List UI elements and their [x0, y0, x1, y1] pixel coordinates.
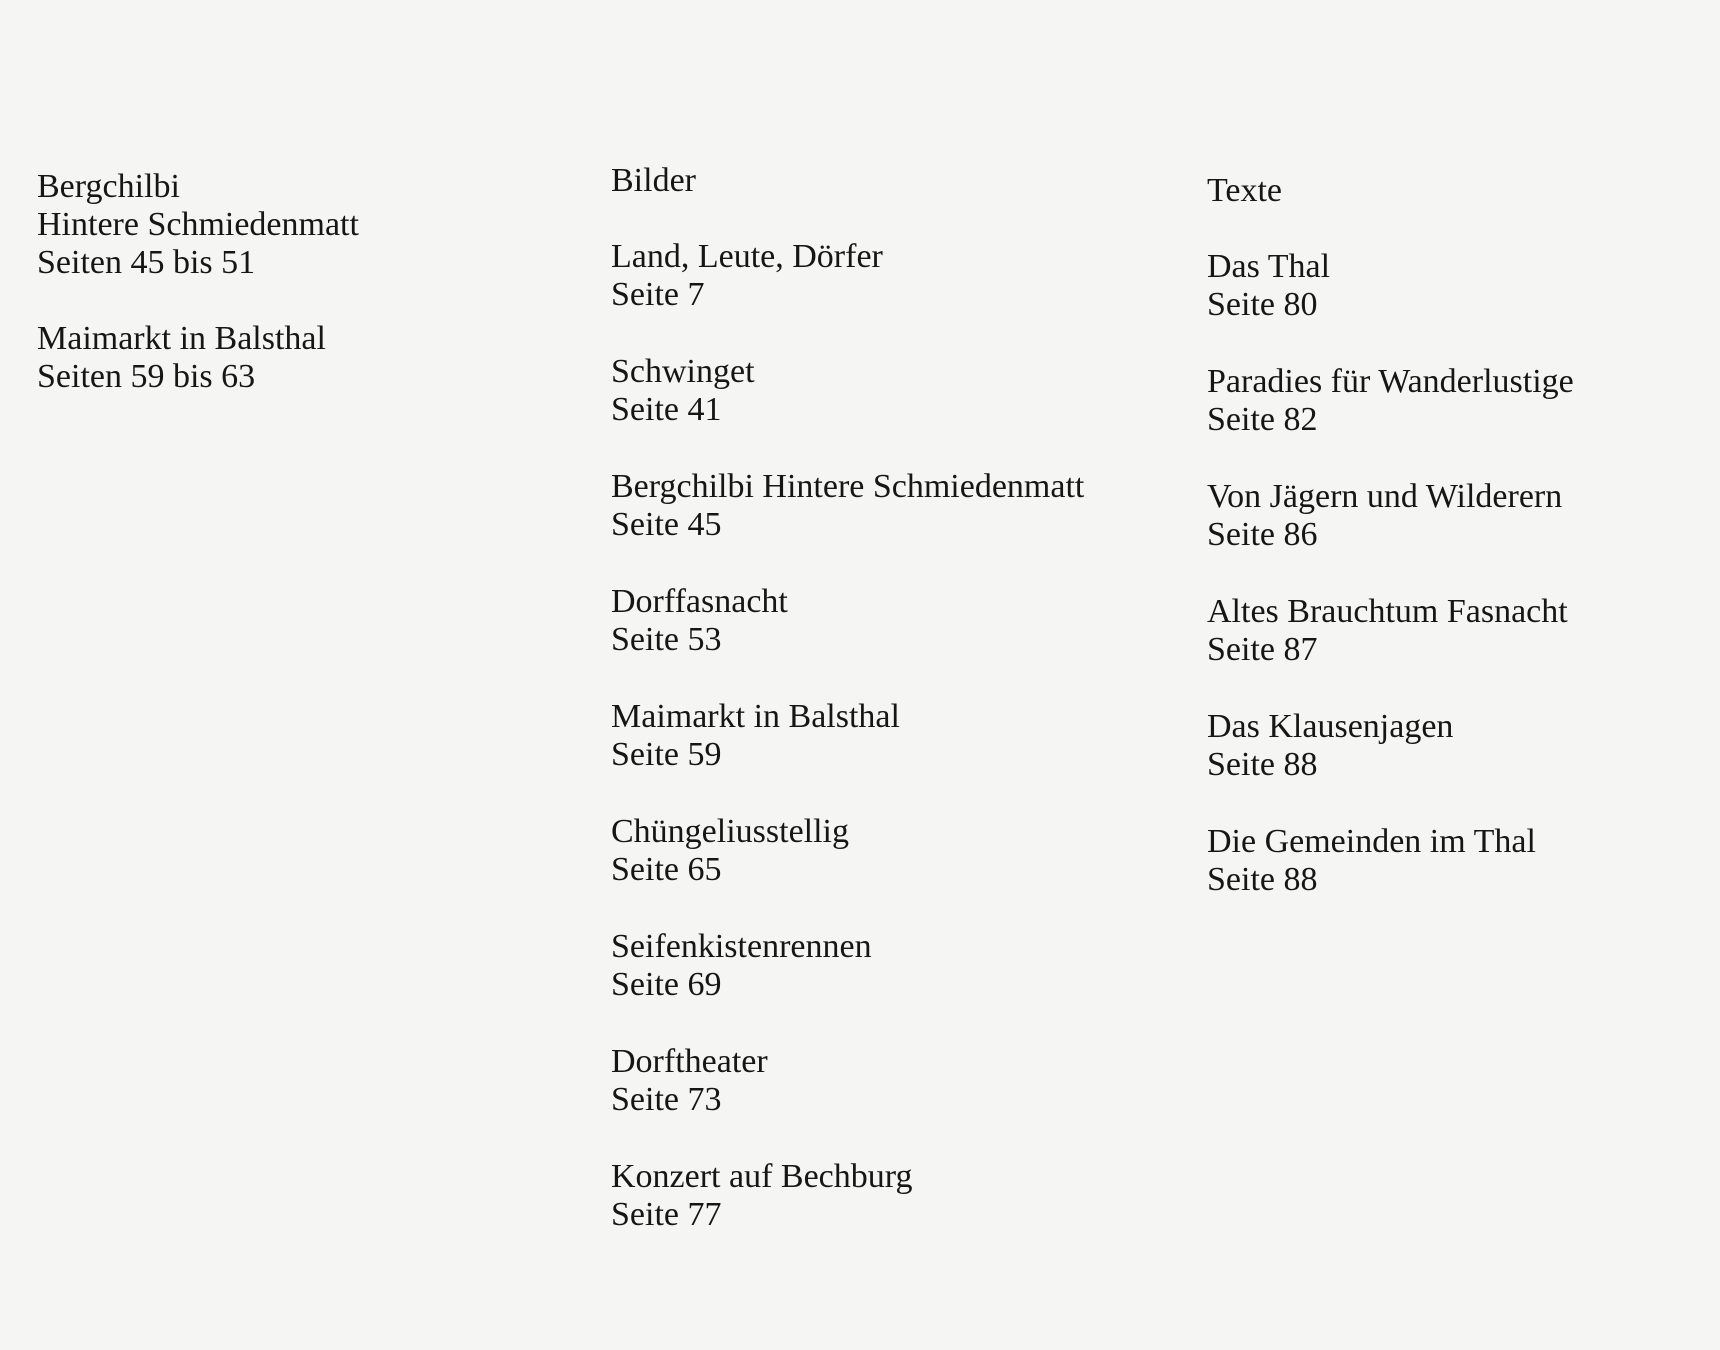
bilder-entry	[611, 813, 1211, 889]
entry-title: Bergchilbi Hintere Schmiedenmatt	[611, 468, 1085, 505]
entry-title: Seifenkistenrennen	[611, 928, 872, 965]
entry-page: Seite 69	[611, 966, 722, 1003]
entry-page: Seite 45	[611, 506, 722, 543]
texte-entry	[1207, 478, 1707, 554]
bilder-heading: Bilder	[611, 162, 696, 199]
bilder-entry	[611, 583, 1211, 659]
bilder-entry	[611, 238, 1211, 314]
entry-title: Dorftheater	[611, 1043, 768, 1080]
entry-title: Paradies für Wanderlustige	[1207, 363, 1574, 400]
entry-title: Das Thal	[1207, 248, 1331, 285]
bilder-entry	[611, 1043, 1211, 1119]
left-entry	[37, 168, 557, 282]
bilder-entry	[611, 1158, 1211, 1234]
entry-title: Das Klausenjagen	[1207, 708, 1454, 745]
entry-title: Konzert auf Bechburg	[611, 1158, 913, 1195]
texte-column	[1207, 172, 1707, 938]
entry-line: Bergchilbi	[37, 168, 180, 205]
texte-entry	[1207, 593, 1707, 669]
entry-pages: Seiten 45 bis 51	[37, 244, 256, 281]
entry-page: Seite 88	[1207, 861, 1318, 898]
entry-title: Altes Brauchtum Fasnacht	[1207, 593, 1568, 630]
left-entry	[37, 320, 557, 396]
entry-title: Land, Leute, Dörfer	[611, 238, 883, 275]
entry-page: Seite 86	[1207, 516, 1318, 553]
entry-page: Seite 87	[1207, 631, 1318, 668]
entry-title: Schwinget	[611, 353, 755, 390]
texte-entry	[1207, 708, 1707, 784]
entry-line: Maimarkt in Balsthal	[37, 320, 326, 357]
entry-title: Die Gemeinden im Thal	[1207, 823, 1536, 860]
entry-page: Seite 88	[1207, 746, 1318, 783]
bilder-entry	[611, 468, 1211, 544]
bilder-entry	[611, 928, 1211, 1004]
entry-title: Von Jägern und Wilderern	[1207, 478, 1563, 515]
entry-title: Maimarkt in Balsthal	[611, 698, 900, 735]
entry-page: Seite 59	[611, 736, 722, 773]
entry-pages: Seiten 59 bis 63	[37, 358, 256, 395]
texte-entry	[1207, 823, 1707, 899]
entry-title: Dorffasnacht	[611, 583, 788, 620]
entry-line: Hintere Schmiedenmatt	[37, 206, 359, 243]
bilder-entry	[611, 353, 1211, 429]
bilder-entry	[611, 698, 1211, 774]
texte-heading: Texte	[1207, 172, 1283, 209]
entry-page: Seite 73	[611, 1081, 722, 1118]
entry-page: Seite 80	[1207, 286, 1318, 323]
entry-page: Seite 82	[1207, 401, 1318, 438]
entry-page: Seite 65	[611, 851, 722, 888]
entry-page: Seite 53	[611, 621, 722, 658]
left-column	[37, 168, 557, 434]
texte-entry	[1207, 248, 1707, 324]
entry-page: Seite 77	[611, 1196, 722, 1233]
entry-page: Seite 7	[611, 276, 705, 313]
texte-entry	[1207, 363, 1707, 439]
entry-page: Seite 41	[611, 391, 722, 428]
bilder-column	[611, 162, 1211, 1273]
entry-title: Chüngeliusstellig	[611, 813, 849, 850]
